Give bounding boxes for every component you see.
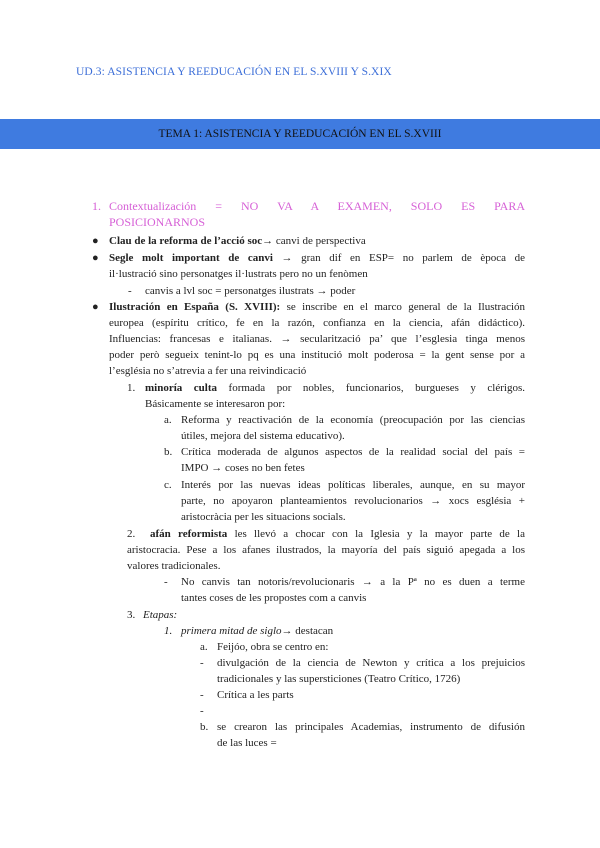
item1-c-line3: aristocràcia per les situacions socials.: [181, 511, 346, 523]
bullet2-sub: canvis a lvl soc = personatges ilustrats → poder: [145, 285, 356, 297]
bullet2-line1: Segle molt important de canvi → gran dif en ESP= no parlem de època de: [109, 252, 526, 264]
item3-a-text: Feijóo, obra se centro en:: [217, 641, 329, 653]
bullet-dot-icon: ●: [92, 235, 99, 247]
item1-b-line1: Crítica moderada de algunos aspectos de la realidad social del país =: [181, 446, 525, 458]
item1-a-line2: útiles, mejora del sistema educativo).: [181, 430, 345, 442]
item1-c-line2: parte, no apoyaron planteamientos revolucionarios → xocs església +: [181, 495, 525, 507]
unit-title: UD.3: ASISTENCIA Y REEDUCACIÓN EN EL S.XVIII Y S.XIX: [76, 66, 392, 78]
bullet3-line3: Influencias: francesas e italianas. → secularització pa’ que l’esglesia tinga menos: [109, 333, 525, 345]
item2-sub1: No canvis tan notoris/revolucionaris → a la Pª no es duen a terme: [181, 576, 525, 588]
item2-line1: afán reformista les llevó a chocar con la Iglesia y la mayor parte de la: [150, 528, 525, 540]
item1-line2: Básicamente se interesaron por:: [145, 398, 286, 410]
topic-banner: [0, 119, 600, 149]
item3-d2: Crítica a les parts: [217, 689, 294, 701]
item1-a-label: a.: [164, 414, 172, 426]
bullet3-line1: Ilustración en España (S. XVIII): se inscribe en el marco general de la Ilustración: [109, 301, 526, 313]
item3-b-line1: se crearon las principales Academias, instrumento de difusión: [217, 721, 525, 733]
dash: -: [200, 657, 204, 669]
item2-line2: aristocracia. Pese a los afanes ilustrados, la mayoría del país siguió apegada a los: [127, 544, 525, 556]
item2-dash: -: [164, 576, 168, 588]
bullet-dot-icon: ●: [92, 252, 99, 264]
item1-b-label: b.: [164, 446, 173, 458]
bullet3-line4: poder però segueix tenint-lo pq es una institució molt poderosa = la gent sense por a: [109, 349, 525, 361]
item3-b-label: b.: [200, 721, 209, 733]
item3-a-label: a.: [200, 641, 208, 653]
dash: -: [128, 285, 132, 297]
item1-line1: minoría culta formada por nobles, funcionarios, burgueses y clérigos.: [145, 382, 525, 394]
dash: -: [200, 689, 204, 701]
item3-sub-number: 1.: [164, 625, 173, 637]
item3-b-line2: de las luces =: [217, 737, 277, 749]
bullet3-line5: l’església no s’atrevia a fer una reivindicació: [109, 365, 307, 377]
bullet1: Clau de la reforma de l’acció soc→ canvi de perspectiva: [109, 235, 366, 247]
bullet2-line2: il·lustració sino personatges il·lustrats pero no un fenòmen: [109, 268, 368, 280]
section-heading-line1: Contextualización = NO VA A EXAMEN, SOLO ES PARA: [109, 199, 525, 213]
item2-line3: valores tradicionales.: [127, 560, 221, 572]
item2-sub2: tantes coses de les propostes com a canvis: [181, 592, 367, 604]
item1-c-label: c.: [164, 479, 172, 491]
dash: -: [200, 705, 204, 717]
section-number: 1.: [92, 199, 101, 213]
item1-b-line2: IMPO → coses no ben fetes: [181, 462, 305, 474]
item1-number: 1.: [127, 382, 136, 394]
item1-c-line1: Interés por las nuevas ideas políticas liberales, aunque, en su mayor: [181, 479, 525, 491]
item3-d1-line2: tradicionales y las supersticiones (Teatro Crítico, 1726): [217, 673, 461, 685]
item1-a-line1: Reforma y reactivación de la economía (preocupación por las ciencias: [181, 414, 525, 426]
item3-d1-line1: divulgación de la ciencia de Newton y crítica a los prejuicios: [217, 657, 525, 669]
bullet3-line2: europea (espíritu crítico, fe en la razón, confianza en la ciencia, afán didáctico).: [109, 317, 525, 329]
bullet-dot-icon: ●: [92, 301, 99, 313]
item3-sub-line: primera mitad de siglo→ destacan: [181, 625, 334, 637]
topic-title: TEMA 1: ASISTENCIA Y REEDUCACIÓN EN EL S.XVIII: [158, 128, 442, 140]
item2-number: 2.: [127, 528, 136, 540]
section-heading-line2: POSICIONARNOS: [109, 215, 206, 229]
item3-label: 3.: [127, 609, 136, 621]
item3-title: Etapas:: [143, 609, 178, 621]
